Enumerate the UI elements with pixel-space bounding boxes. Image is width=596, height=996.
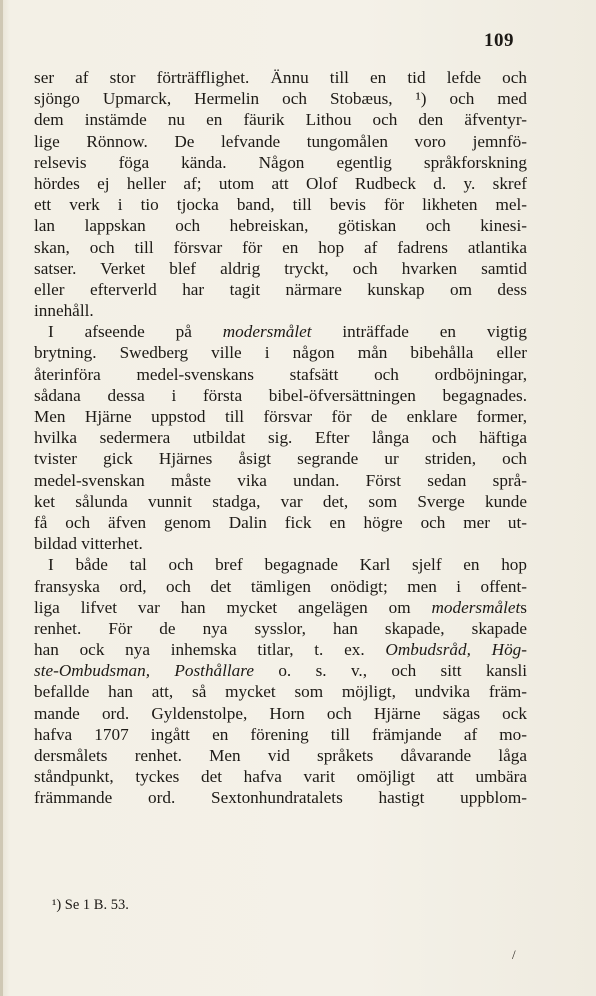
text-line: I både tal och bref begagnade Karl sjelf en hop [48, 555, 527, 575]
text-line: brytning. Swedberg ville i någon mån bibehålla eller [34, 343, 527, 363]
text-line: tvister gick Hjärnes åsigt segrande ur striden, och [34, 449, 527, 469]
footnote: ¹) Se 1 B. 53. [52, 897, 129, 913]
text-line: skan, och till försvar för en hop af fadrens atlantika [34, 237, 527, 257]
text-line: ser af stor förträfflighet. Ännu till en tid lefde och [34, 68, 527, 87]
body-text [34, 67, 527, 809]
text-line: fransyska ord, och det tämligen onödigt; men i offent- [34, 576, 527, 596]
text-line: lige Rönnow. De lefvande tungomålen voro jemnfö- [34, 131, 527, 151]
text-line: satser. Verket blef aldrig tryckt, och hvarken samtid [34, 258, 527, 278]
text-line: ket sålunda vunnit stadga, var det, som Sverge kunde [34, 491, 527, 511]
text-line: ste-Ombudsman, Posthållare o. s. v., och sitt kansli [34, 661, 527, 681]
text-line: befallde han att, så mycket som möjligt, undvika främ- [34, 682, 527, 702]
text-line: bildad vitterhet. [34, 534, 143, 554]
text-line: eller efterverld har tagit närmare kunskap om dess [34, 279, 527, 299]
text-line: relsevis föga kända. Någon egentlig språkforskning [34, 152, 527, 172]
text-line: främmande ord. Sextonhundratalets hastigt uppblom- [34, 788, 527, 808]
text-line: medel-svenskan måste vika undan. Först sedan språ- [34, 470, 527, 490]
text-line: lan lappskan och hebreiskan, götiskan och kinesi- [34, 216, 527, 236]
page-spine-edge [0, 0, 3, 996]
text-line: sjöngo Upmarck, Hermelin och Stobæus, ¹) och med [34, 89, 527, 109]
text-line: hvilka sedermera utbildat sig. Efter långa och häftiga [34, 428, 527, 448]
text-line: hördes ej heller af; utom att Olof Rudbeck d. y. skref [34, 173, 527, 193]
text-line: innehåll. [34, 301, 94, 321]
text-line: sådana dessa i första bibel-öfversättningen begagnades. [34, 385, 527, 405]
text-line: dem instämde nu en fäurik Lithou och den äfventyr- [34, 110, 527, 130]
text-line: renhet. För de nya sysslor, han skapade, skapade [34, 618, 527, 638]
text-line: ståndpunkt, tyckes det hafva varit omöjligt att umbära [34, 767, 527, 787]
text-line: Men Hjärne uppstod till försvar för de enklare former, [34, 407, 527, 426]
text-line: dersmålets renhet. Men vid språkets dåvarande låga [34, 746, 527, 765]
text-line: hafva 1707 ingått en förening till främjande af mo- [34, 724, 527, 744]
margin-mark: / [512, 947, 516, 962]
text-line: han ock nya inhemska titlar, t. ex. Ombudsråd, Hög- [34, 640, 527, 660]
text-line: liga lifvet var han mycket angelägen om modersmålets [34, 597, 527, 617]
text-line: få och äfven genom Dalin fick en högre och mer ut- [34, 512, 527, 532]
text-line: återinföra medel-svenskans stafsätt och ordböjningar, [34, 364, 527, 384]
text-line: I afseende på modersmålet inträffade en vigtig [48, 322, 527, 342]
page-number: 109 [484, 30, 514, 51]
text-line: mande ord. Gyldenstolpe, Horn och Hjärne sägas ock [34, 703, 527, 723]
text-line: ett verk i tio tjocka band, till bevis för likheten mel- [34, 195, 527, 215]
